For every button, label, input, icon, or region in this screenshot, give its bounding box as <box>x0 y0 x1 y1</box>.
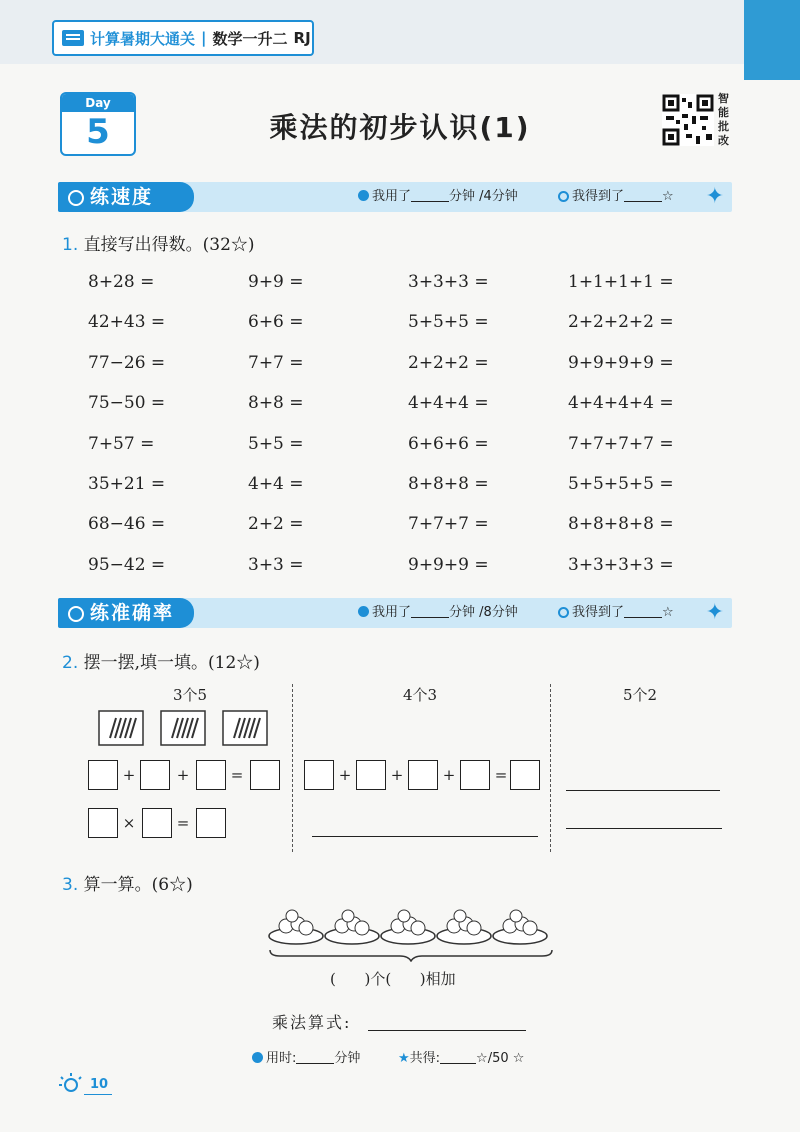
formula-answer-line[interactable] <box>368 1030 526 1031</box>
plus-sign: + <box>442 766 456 784</box>
qr-label-char: 能 <box>718 106 729 119</box>
stick-bundle-icon <box>222 710 268 746</box>
page-number-underline <box>84 1094 112 1095</box>
book-header <box>52 20 314 56</box>
answer-line[interactable] <box>312 836 538 837</box>
fruit-plate-icon <box>437 910 491 944</box>
footer-time-unit: 分钟 <box>334 1051 361 1066</box>
arithmetic-problem: 35+21 = <box>88 474 166 494</box>
footer-time <box>252 1047 360 1066</box>
column-label-4x3: 4个3 <box>402 686 438 704</box>
arithmetic-problem: 4+4+4+4 = <box>568 393 674 414</box>
section-accuracy-title: 练准确率 <box>90 602 175 624</box>
question-2-number: 2. <box>62 653 79 673</box>
question-1-text: 直接写出得数。(32☆) <box>83 235 255 255</box>
column-divider <box>550 684 551 852</box>
plus-sign: + <box>122 766 136 784</box>
arithmetic-problem: 2+2 = <box>248 514 304 535</box>
arithmetic-problem: 7+7+7+7 = <box>568 433 674 454</box>
sun-icon <box>58 1072 84 1094</box>
question-2-text: 摆一摆,填一填。(12☆) <box>83 653 260 673</box>
star-icon: ★ <box>398 1051 410 1066</box>
arithmetic-problem: 5+5 = <box>248 433 304 454</box>
footer-time-label: 用时: <box>266 1051 297 1066</box>
arithmetic-problem: 1+1+1+1 = <box>568 272 674 292</box>
day-badge <box>60 92 136 156</box>
score-star: ☆ <box>662 189 674 204</box>
header-separator: | <box>201 29 207 47</box>
day-label: Day <box>62 94 134 112</box>
footer-total <box>398 1047 524 1066</box>
answer-line[interactable] <box>566 790 720 791</box>
arithmetic-problem: 2+2+2+2 = <box>568 312 674 333</box>
time-used-field <box>358 182 518 212</box>
arithmetic-problem: 8+28 = <box>88 272 155 292</box>
answer-box[interactable] <box>142 808 172 838</box>
stick-bundle-icon <box>98 710 144 746</box>
question-3-number: 3. <box>62 875 79 895</box>
brace-icon <box>270 950 552 961</box>
score-label: 我得到了 <box>572 189 625 204</box>
arithmetic-problem: 42+43 = <box>88 312 166 333</box>
timer-icon <box>252 1052 263 1063</box>
qr-label-char: 改 <box>718 134 729 147</box>
arithmetic-problem: 2+2+2 = <box>408 352 489 373</box>
answer-box[interactable] <box>304 760 334 790</box>
edition-label: RJ <box>293 29 311 47</box>
answer-box[interactable] <box>88 808 118 838</box>
score-label-2: 我得到了 <box>572 605 625 620</box>
answer-box[interactable] <box>140 760 170 790</box>
fruit-plate-icon <box>325 910 379 944</box>
question-2-title <box>62 648 260 673</box>
question-3-text: 算一算。(6☆) <box>83 875 193 895</box>
time-used-field-2 <box>358 598 518 628</box>
plus-sign: + <box>176 766 190 784</box>
qr-code-icon[interactable] <box>662 94 714 146</box>
equals-sign: = <box>230 766 244 784</box>
answer-box[interactable] <box>196 808 226 838</box>
drop-icon <box>358 606 369 617</box>
footer-total-blank[interactable] <box>440 1049 476 1064</box>
arithmetic-problem: 7+7 = <box>248 352 304 373</box>
section-speed-title: 练速度 <box>90 186 154 208</box>
plus-sign: + <box>338 766 352 784</box>
arithmetic-problem: 8+8+8 = <box>408 474 489 494</box>
answer-box[interactable] <box>250 760 280 790</box>
question-1-title <box>62 230 255 255</box>
book-icon <box>62 30 84 46</box>
arithmetic-problem: 9+9+9 = <box>408 554 489 575</box>
qr-label-char: 智 <box>718 92 729 105</box>
target-icon <box>68 606 84 622</box>
section-speed-tab <box>58 182 194 212</box>
section-accuracy-bar <box>58 598 732 628</box>
arithmetic-problem: 8+8 = <box>248 393 304 414</box>
arithmetic-problem: 95−42 = <box>88 554 166 575</box>
page-number: 10 <box>90 1077 109 1092</box>
column-label-3x5: 3个5 <box>172 686 208 704</box>
times-sign: × <box>122 814 136 832</box>
score-field-2 <box>558 598 674 628</box>
formula-label: 乘法算式: <box>272 1013 352 1032</box>
column-label-5x2: 5个2 <box>622 686 658 704</box>
answer-box[interactable] <box>408 760 438 790</box>
series-title: 计算暑期大通关 <box>90 29 196 48</box>
arithmetic-problem: 6+6 = <box>248 312 304 333</box>
footer-total-suffix: ☆/50 <box>476 1051 509 1066</box>
day-number: 5 <box>86 112 110 152</box>
answer-box[interactable] <box>510 760 540 790</box>
arithmetic-problem: 3+3+3 = <box>408 272 489 292</box>
grade-label: 数学一升二 <box>212 29 288 48</box>
fruit-plate-icon <box>381 910 435 944</box>
section-speed-bar <box>58 182 732 212</box>
question-1-number: 1. <box>62 235 79 255</box>
answer-box[interactable] <box>460 760 490 790</box>
arithmetic-problem: 6+6+6 = <box>408 433 489 454</box>
plus-sign: + <box>390 766 404 784</box>
footer-time-blank[interactable] <box>296 1049 334 1064</box>
arithmetic-problem: 5+5+5+5 = <box>568 474 674 494</box>
question-3-title <box>62 870 193 895</box>
answer-box[interactable] <box>88 760 118 790</box>
star-decoration-icon: ✦ <box>705 184 724 209</box>
stopwatch-icon <box>68 190 84 206</box>
time-used-blank-2[interactable] <box>411 603 449 618</box>
time-used-limit: 分钟 /4分钟 <box>449 189 518 204</box>
arithmetic-problem: 68−46 = <box>88 514 166 535</box>
score-field <box>558 182 674 212</box>
qr-label-char: 批 <box>718 120 729 133</box>
fruit-plate-icon <box>493 910 547 944</box>
corner-accent <box>744 0 800 80</box>
stick-bundle-icon <box>160 710 206 746</box>
arithmetic-problem: 3+3+3+3 = <box>568 554 674 575</box>
star-decoration-icon: ✦ <box>705 600 724 625</box>
arithmetic-problem: 7+57 = <box>88 433 155 454</box>
time-used-label: 我用了 <box>372 189 412 204</box>
time-used-limit-2: 分钟 /8分钟 <box>449 605 518 620</box>
arithmetic-problem: 3+3 = <box>248 554 304 575</box>
footer-total-label: 共得: <box>409 1051 441 1066</box>
check-icon <box>558 607 569 618</box>
time-used-label-2: 我用了 <box>372 605 412 620</box>
arithmetic-problem: 77−26 = <box>88 352 166 373</box>
equals-sign: = <box>494 766 508 784</box>
arithmetic-problem: 9+9 = <box>248 272 304 292</box>
fruit-plate-icon <box>269 910 323 944</box>
fruit-plates-illustration <box>266 900 556 962</box>
arithmetic-problem: 7+7+7 = <box>408 514 489 535</box>
score-blank[interactable] <box>624 187 662 202</box>
footer-star: ☆ <box>512 1051 525 1066</box>
equals-sign: = <box>176 814 190 832</box>
arithmetic-problem: 9+9+9+9 = <box>568 352 674 373</box>
answer-line[interactable] <box>566 828 722 829</box>
section-accuracy-tab <box>58 598 194 628</box>
arithmetic-problem: 5+5+5 = <box>408 312 489 333</box>
page-title: 乘法的初步认识(1) <box>269 111 531 144</box>
arithmetic-problem: 75−50 = <box>88 393 166 414</box>
score-star-2: ☆ <box>662 605 674 620</box>
brace-caption: ( )个( )相加 <box>330 970 456 988</box>
answer-box[interactable] <box>356 760 386 790</box>
answer-box[interactable] <box>196 760 226 790</box>
score-blank-2[interactable] <box>624 603 662 618</box>
column-divider <box>292 684 293 852</box>
check-icon <box>558 191 569 202</box>
drop-icon <box>358 190 369 201</box>
arithmetic-problem: 4+4+4 = <box>408 393 489 414</box>
qr-label <box>718 92 734 148</box>
arithmetic-problem: 4+4 = <box>248 474 304 494</box>
time-used-blank[interactable] <box>411 187 449 202</box>
arithmetic-problem: 8+8+8+8 = <box>568 514 674 535</box>
